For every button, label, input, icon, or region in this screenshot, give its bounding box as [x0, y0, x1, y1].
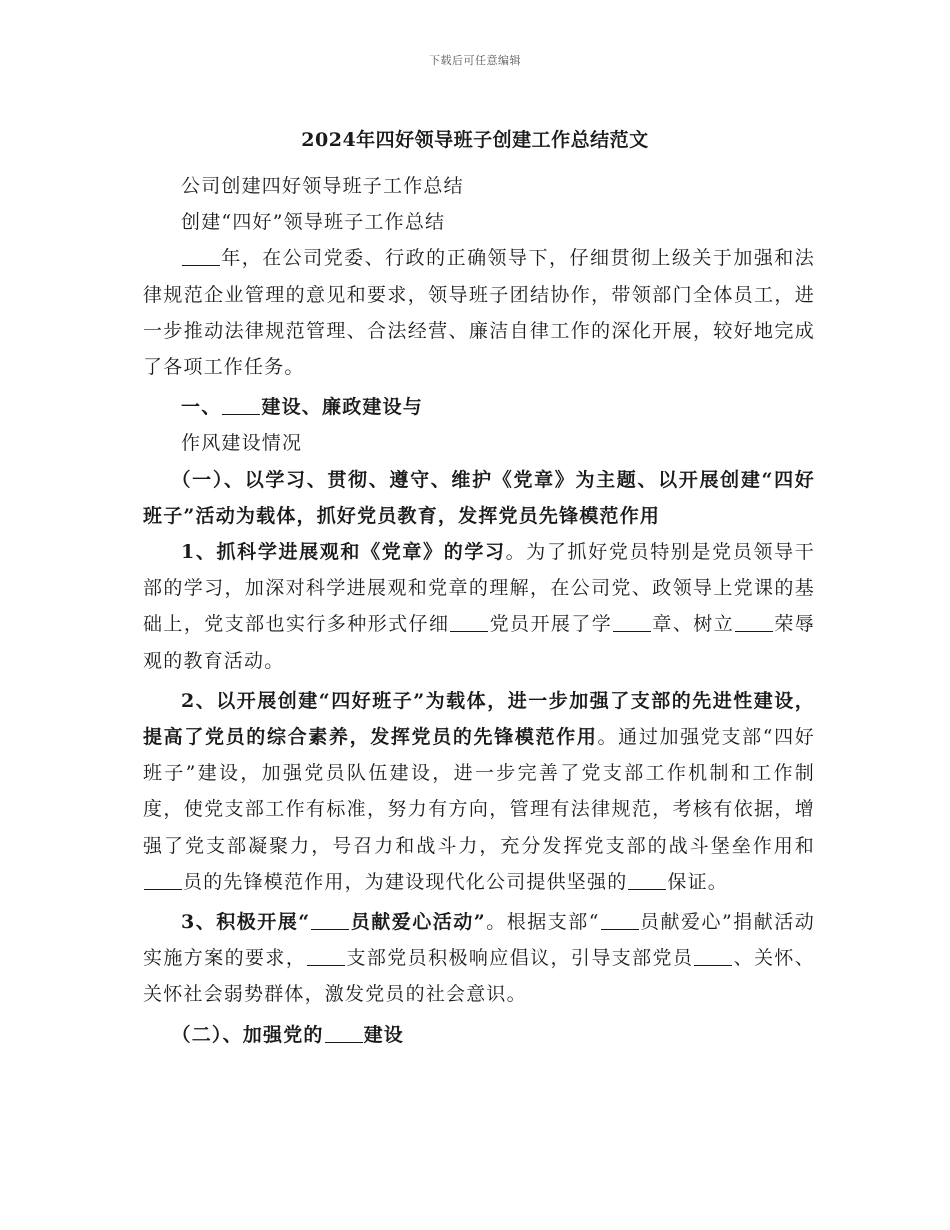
blank-line	[311, 910, 349, 930]
paragraph: 公司创建四好领导班子工作总结	[181, 175, 464, 197]
section-heading	[143, 389, 815, 425]
heading-text: 建设、廉政建设与	[261, 396, 424, 419]
item-text: 员献爱心”捐献活动实施方案的要求，	[143, 911, 815, 970]
blank-line	[601, 910, 639, 930]
item-heading: 1、抓科学进展观和《党章》的学习	[181, 541, 506, 564]
blank-line	[182, 246, 220, 266]
item-text: 。通过加强党支部“四好班子”建设，加强党员队伍建设，进一步完善了党支部工作机制和工作制度，使党支部工作有标准，努力有方向，管理有法律规范，考核有依据，增强了党支部凝聚力，号召力和战斗力，充分发挥党支部的战斗堡垒作用和	[143, 726, 815, 857]
item-text: 章、树立	[652, 613, 735, 636]
item-text: 。根据支部“	[485, 911, 600, 934]
list-item	[143, 534, 815, 679]
blank-line	[735, 612, 773, 632]
item-heading: 3、积极开展“	[181, 911, 311, 934]
subsection-heading: （一）、以学习、贯彻、遵守、维护《党章》为主题、以开展创建“四好班子”活动为载体，抓好党员教育，发挥党员先锋模范作用	[143, 468, 815, 527]
blank-line	[144, 870, 182, 890]
subsection-heading	[143, 1017, 815, 1053]
blank-line	[325, 1023, 363, 1043]
blank-line	[628, 870, 666, 890]
heading-text: 建设	[363, 1023, 405, 1046]
item-text: 。为了抓好党员特别是党员领导干部的学习，加深对科学进展观和党章的理解，在公司党、政领导上党课的基础上，党支部也实行多种形式仔细	[143, 541, 815, 636]
item-heading: 员献爱心活动”	[350, 911, 486, 934]
document-body	[143, 168, 815, 1053]
blank-line	[694, 946, 732, 966]
blank-line	[613, 612, 651, 632]
header-note: 下载后可任意编辑	[429, 54, 521, 67]
paragraph-text: 年，在公司党委、行政的正确领导下，仔细贯彻上级关于加强和法律规范企业管理的意见和要求，领导班子团结协作，带领部门全体员工，进一步推动法律规范管理、合法经营、廉洁自律工作的深化开展，较好地完成了各项工作任务。	[143, 247, 815, 379]
blank-line	[307, 946, 345, 966]
document-title: 2024年四好领导班子创建工作总结范文	[301, 129, 649, 151]
paragraph: 作风建设情况	[181, 432, 303, 455]
list-item	[143, 904, 815, 1013]
paragraph: 创建“四好”领导班子工作总结	[181, 211, 446, 234]
item-text: 员的先锋模范作用，为建设现代化公司提供坚强的	[183, 870, 628, 893]
list-item	[143, 683, 815, 900]
heading-text: 一、	[181, 396, 222, 419]
item-text: 党员开展了学	[489, 613, 613, 636]
blank-line	[450, 612, 488, 632]
item-heading: 2、以开展创建“四好班子”为载体，进一步加强了支部的先进性建设，提高了党员的综合素养，发挥党员的先锋模范作用	[143, 689, 815, 749]
item-text: 保证。	[667, 870, 729, 893]
item-text: 荣辱观的教育活动。	[143, 613, 815, 672]
item-text: 支部党员积极响应倡议，引导支部党员	[346, 947, 694, 970]
item-text: 、关怀、关怀社会弱势群体，激发党员的社会意识。	[143, 947, 815, 1006]
heading-text: （二）、加强党的	[171, 1023, 324, 1046]
blank-line	[222, 395, 260, 415]
paragraph	[143, 240, 815, 385]
